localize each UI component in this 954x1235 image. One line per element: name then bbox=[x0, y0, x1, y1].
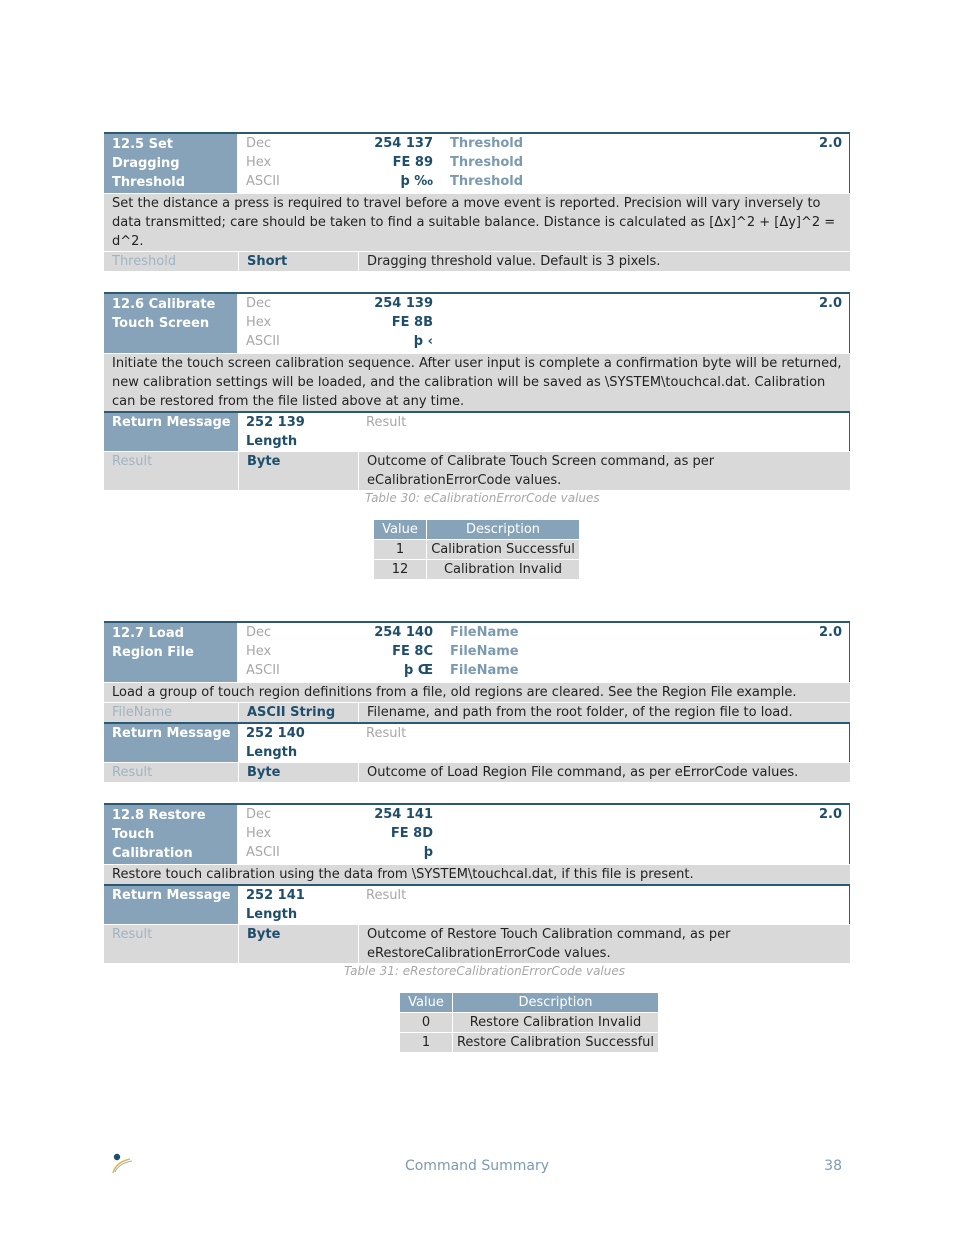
table-header: Description bbox=[427, 520, 580, 540]
hex-label: Hex bbox=[246, 155, 272, 170]
command-calibrate-touch-screen bbox=[104, 292, 850, 490]
table-cell: 12 bbox=[374, 560, 427, 580]
hex-value: FE 89 bbox=[392, 155, 433, 170]
table-cell: Calibration Invalid bbox=[427, 560, 580, 580]
hex-label: Hex bbox=[246, 644, 272, 659]
ascii-value: þ bbox=[423, 845, 433, 860]
parameter-type: ASCII String bbox=[238, 703, 358, 722]
return-name: Result bbox=[112, 454, 153, 469]
ascii-value: þ ‰ bbox=[400, 174, 433, 189]
command-description: Set the distance a press is required to travel before a move event is reported. Precision will vary inversely to data transmitted; care should be taken to find a suitable balance. Distance is calculated as [Δx]^2 + [Δy]^2 = d^2. bbox=[104, 193, 850, 251]
return-name: Result bbox=[112, 927, 153, 942]
table-row bbox=[374, 560, 580, 580]
return-message-field: Result bbox=[366, 726, 407, 741]
table-row bbox=[400, 1013, 659, 1033]
hex-label: Hex bbox=[246, 826, 272, 841]
return-description: Outcome of Restore Touch Calibration command, as per eRestoreCalibrationErrorCode values. bbox=[358, 925, 850, 963]
version: 2.0 bbox=[818, 136, 842, 151]
version: 2.0 bbox=[818, 625, 842, 640]
ascii-label: ASCII bbox=[246, 174, 280, 189]
return-row bbox=[104, 451, 850, 490]
command-header bbox=[104, 621, 850, 682]
command-title: 12.7 Load Region File bbox=[104, 623, 237, 682]
command-title: 12.5 Set Dragging Threshold bbox=[104, 134, 237, 193]
table-header: Value bbox=[374, 520, 427, 540]
table-row bbox=[374, 540, 580, 560]
command-title: 12.8 Restore Touch Calibration bbox=[104, 805, 237, 864]
calibration-error-code-table bbox=[373, 519, 580, 580]
command-header bbox=[104, 132, 850, 193]
command-restore-touch-calibration bbox=[104, 803, 850, 963]
hex-value: FE 8B bbox=[391, 315, 433, 330]
dec-value: 254 141 bbox=[374, 807, 433, 822]
param-name: Threshold bbox=[450, 136, 524, 151]
return-row bbox=[104, 762, 850, 782]
table-caption: Table 30: eCalibrationErrorCode values bbox=[365, 491, 600, 505]
return-type: Byte bbox=[238, 925, 358, 963]
parameter-name: Threshold bbox=[112, 254, 177, 269]
dec-value: 254 140 bbox=[374, 625, 433, 640]
return-message-label: Return Message bbox=[104, 886, 238, 924]
table-cell: 1 bbox=[374, 540, 427, 560]
version: 2.0 bbox=[818, 296, 842, 311]
param-name: FileName bbox=[450, 644, 519, 659]
return-message-row bbox=[104, 722, 850, 762]
hex-label: Hex bbox=[246, 315, 272, 330]
ascii-label: ASCII bbox=[246, 845, 280, 860]
parameter-description: Filename, and path from the root folder, of the region file to load. bbox=[358, 703, 850, 722]
return-message-row bbox=[104, 884, 850, 924]
command-set-dragging-threshold bbox=[104, 132, 850, 271]
return-message-field: Result bbox=[366, 415, 407, 430]
dec-label: Dec bbox=[246, 136, 272, 151]
return-name: Result bbox=[112, 765, 153, 780]
table-cell: 0 bbox=[400, 1013, 453, 1033]
parameter-type: Short bbox=[238, 252, 358, 271]
return-message-code: 252 139 Length bbox=[246, 415, 305, 449]
table-header: Description bbox=[453, 993, 659, 1013]
table-cell: 1 bbox=[400, 1033, 453, 1053]
return-message-field: Result bbox=[366, 888, 407, 903]
param-name: FileName bbox=[450, 625, 519, 640]
return-message-code: 252 140 Length bbox=[246, 726, 305, 760]
table-cell: Restore Calibration Successful bbox=[453, 1033, 659, 1053]
return-row bbox=[104, 924, 850, 963]
table-caption: Table 31: eRestoreCalibrationErrorCode values bbox=[344, 964, 625, 978]
hex-value: FE 8C bbox=[392, 644, 433, 659]
param-name: Threshold bbox=[450, 174, 524, 189]
command-description: Initiate the touch screen calibration sequence. After user input is complete a confirmation byte will be returned, new calibration settings will be loaded, and the calibration will be saved as \SYSTEM\touchcal.dat. Calibration can be restored from the file listed above at any time. bbox=[104, 353, 850, 411]
table-cell: Restore Calibration Invalid bbox=[453, 1013, 659, 1033]
ascii-value: þ Œ bbox=[403, 663, 433, 678]
return-type: Byte bbox=[238, 763, 358, 782]
dec-label: Dec bbox=[246, 625, 272, 640]
return-description: Outcome of Calibrate Touch Screen command, as per eCalibrationErrorCode values. bbox=[358, 452, 850, 490]
parameter-description: Dragging threshold value. Default is 3 pixels. bbox=[358, 252, 850, 271]
parameter-name: FileName bbox=[112, 705, 173, 720]
param-name: FileName bbox=[450, 663, 519, 678]
command-title: 12.6 Calibrate Touch Screen bbox=[104, 294, 237, 353]
restore-calibration-error-code-table bbox=[399, 992, 659, 1053]
return-description: Outcome of Load Region File command, as per eErrorCode values. bbox=[358, 763, 850, 782]
page-number: 38 bbox=[824, 1158, 842, 1174]
dec-label: Dec bbox=[246, 296, 272, 311]
ascii-label: ASCII bbox=[246, 334, 280, 349]
command-header bbox=[104, 803, 850, 864]
return-message-row bbox=[104, 411, 850, 451]
dec-value: 254 137 bbox=[374, 136, 433, 151]
param-name: Threshold bbox=[450, 155, 524, 170]
table-header: Value bbox=[400, 993, 453, 1013]
return-message-label: Return Message bbox=[104, 724, 238, 762]
command-header bbox=[104, 292, 850, 353]
return-message-code: 252 141 Length bbox=[246, 888, 305, 922]
table-row bbox=[400, 1033, 659, 1053]
dec-value: 254 139 bbox=[374, 296, 433, 311]
ascii-label: ASCII bbox=[246, 663, 280, 678]
hex-value: FE 8D bbox=[390, 826, 433, 841]
dec-label: Dec bbox=[246, 807, 272, 822]
return-message-label: Return Message bbox=[104, 413, 238, 451]
table-cell: Calibration Successful bbox=[427, 540, 580, 560]
ascii-value: þ ‹ bbox=[413, 334, 433, 349]
version: 2.0 bbox=[818, 807, 842, 822]
parameter-row bbox=[104, 251, 850, 271]
command-description: Restore touch calibration using the data from \SYSTEM\touchcal.dat, if this file is present. bbox=[104, 864, 850, 884]
return-type: Byte bbox=[238, 452, 358, 490]
parameter-row bbox=[104, 702, 850, 722]
command-description: Load a group of touch region definitions from a file, old regions are cleared. See the Region File example. bbox=[104, 682, 850, 702]
command-load-region-file bbox=[104, 621, 850, 782]
footer-title: Command Summary bbox=[404, 1158, 550, 1174]
